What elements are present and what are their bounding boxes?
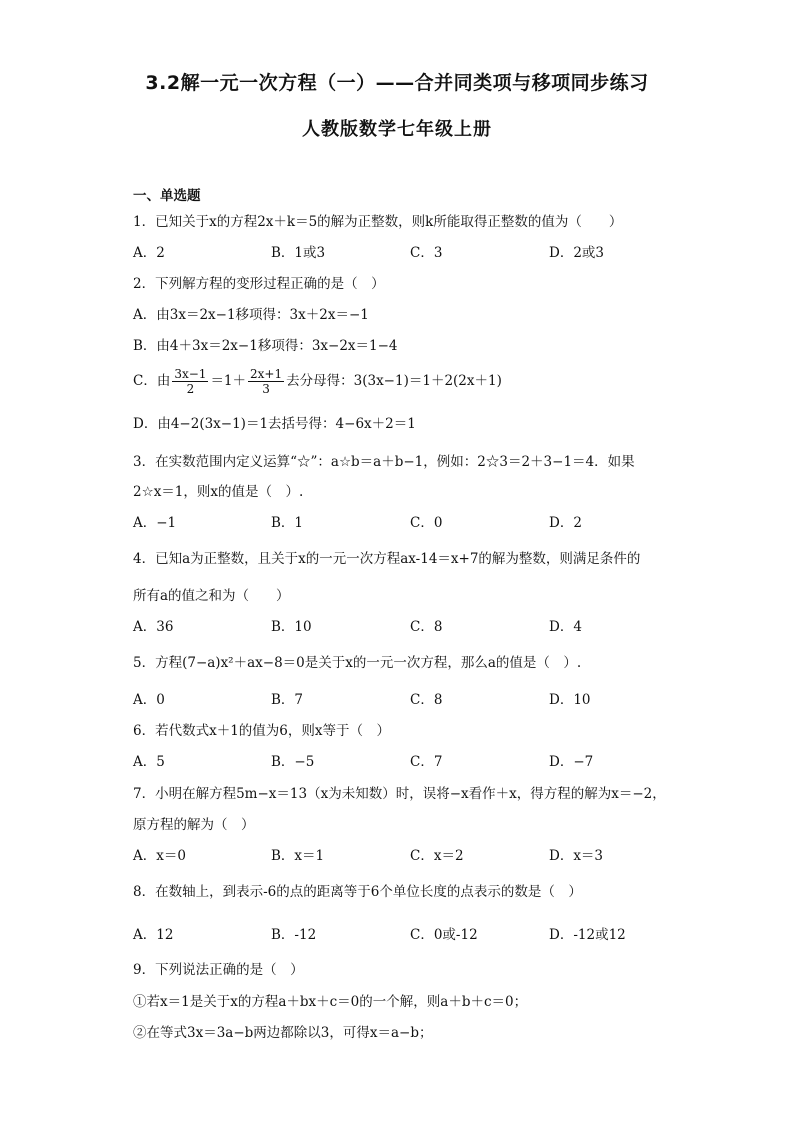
q2-c-fraction-2 <box>248 367 284 396</box>
q8-option-d: D．-12或12 <box>549 927 626 943</box>
question-1-text: 1．已知关于x的方程2x＋k＝5的解为正整数，则k所能取得正整数的值为（ ） <box>133 214 623 230</box>
q5-option-c: C．8 <box>410 692 443 708</box>
question-6-text: 6．若代数式x＋1的值为6，则x等于（ ） <box>133 723 390 739</box>
q2-c-middle: ＝1＋ <box>210 373 247 389</box>
q3-option-b: B．1 <box>271 515 304 531</box>
question-4-text-line-2: 所有a的值之和为（ ） <box>133 588 290 604</box>
section-heading: 一、单选题 <box>133 188 201 204</box>
question-9-text: 9．下列说法正确的是（ ） <box>133 962 304 978</box>
q1-option-a: A．2 <box>133 245 165 261</box>
q6-option-d: D．−7 <box>549 754 594 770</box>
q4-option-b: B．10 <box>271 619 312 635</box>
worksheet-title: 3.2解一元一次方程（一）——合并同类项与移项同步练习 <box>145 72 649 94</box>
q7-option-c: C．x＝2 <box>410 848 464 864</box>
q7-option-b: B．x＝1 <box>271 848 325 864</box>
q6-option-b: B．−5 <box>271 754 315 770</box>
q4-option-d: D．4 <box>549 619 582 635</box>
question-4-text-line-1: 4．已知a为正整数，且关于x的一元一次方程ax-14＝x+7的解为整数，则满足条件的 <box>133 551 641 567</box>
q4-option-c: C．8 <box>410 619 443 635</box>
question-2-text: 2．下列解方程的变形过程正确的是（ ） <box>133 276 385 292</box>
q8-option-c: C．0或-12 <box>410 927 478 943</box>
q2-c-fraction-1-numerator: 3x−1 <box>174 367 207 381</box>
q7-option-a: A．x＝0 <box>133 848 186 864</box>
q5-option-b: B．7 <box>271 692 304 708</box>
q2-c-fraction-2-denominator: 3 <box>262 382 270 396</box>
q1-option-b: B．1或3 <box>271 245 326 261</box>
q2-c-fraction-1-denominator: 2 <box>186 382 195 396</box>
q9-statement-2: ②在等式3x＝3a−b两边都除以3，可得x＝a−b； <box>133 1025 433 1041</box>
q3-option-d: D．2 <box>549 515 582 531</box>
q1-option-c: C．3 <box>410 245 443 261</box>
q8-option-a: A．12 <box>133 927 174 943</box>
q2-option-b: B．由4＋3x＝2x−1移项得：3x−2x＝1−4 <box>133 338 398 354</box>
q3-option-a: A．−1 <box>133 515 177 531</box>
q5-option-a: A．0 <box>133 692 165 708</box>
q2-c-fraction-2-numerator: 2x+1 <box>250 367 283 381</box>
q2-c-prefix: C．由 <box>133 373 171 389</box>
q6-option-a: A．5 <box>133 754 165 770</box>
q2-c-suffix: 去分母得：3(3x−1)＝1＋2(2x＋1) <box>286 373 502 389</box>
q2-option-a: A．由3x＝2x−1移项得：3x＋2x＝−1 <box>133 307 369 323</box>
q1-option-d: D．2或3 <box>549 245 605 261</box>
question-7-text-line-2: 原方程的解为（ ） <box>133 817 255 833</box>
question-5-text: 5．方程(7−a)x²＋ax−8＝0是关于x的一元一次方程，那么a的值是（ ）. <box>133 655 582 671</box>
q6-option-c: C．7 <box>410 754 443 770</box>
q7-option-d: D．x＝3 <box>549 848 604 864</box>
q3-option-c: C．0 <box>410 515 443 531</box>
q2-c-fraction-1 <box>172 367 208 396</box>
q5-option-d: D．10 <box>549 692 591 708</box>
q2-option-d: D．由4−2(3x−1)＝1去括号得：4−6x＋2＝1 <box>133 416 416 432</box>
q8-option-b: B．-12 <box>271 927 317 943</box>
question-3-text-line-1: 3．在实数范围内定义运算“☆”：a☆b＝a＋b−1，例如：2☆3＝2＋3−1＝4．如果 <box>133 454 635 470</box>
question-8-text: 8．在数轴上，到表示-6的点的距离等于6个单位长度的点表示的数是（ ） <box>133 884 582 900</box>
q4-option-a: A．36 <box>133 619 174 635</box>
q2-option-c <box>133 364 502 398</box>
question-3-text-line-2: 2☆x＝1，则x的值是（ ）. <box>133 484 304 500</box>
worksheet-subtitle: 人教版数学七年级上册 <box>302 119 492 140</box>
question-7-text-line-1: 7．小明在解方程5m−x＝13（x为未知数）时，误将−x看作＋x，得方程的解为x＝−2， <box>133 786 666 802</box>
q9-statement-1: ①若x＝1是关于x的方程a＋bx＋c＝0的一个解，则a＋b＋c＝0； <box>133 994 528 1010</box>
